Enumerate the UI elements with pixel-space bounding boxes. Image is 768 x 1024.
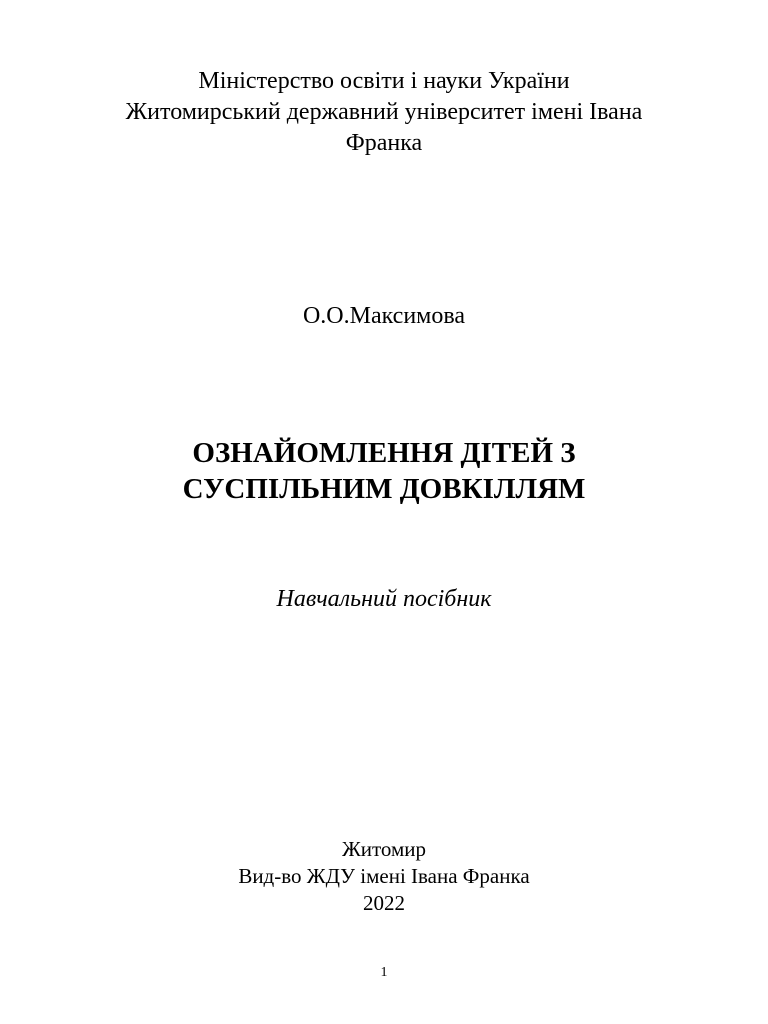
author-name: О.О.Максимова (302, 303, 466, 329)
book-title (0, 435, 768, 507)
book-title-line-1: ОЗНАЙОМЛЕННЯ ДІТЕЙ З (192, 437, 576, 469)
book-subtitle: Навчальний посібник (276, 586, 492, 612)
university-name-line-1: Житомирський державний університет імені Івана (125, 99, 643, 125)
imprint-publisher: Вид-во ЖДУ імені Івана Франка (238, 864, 530, 888)
publication-imprint (0, 836, 768, 917)
institution-header (0, 66, 768, 159)
book-title-line-2: СУСПІЛЬНИМ ДОВКІЛЛЯМ (182, 473, 586, 505)
imprint-year: 2022 (363, 891, 405, 915)
page-number: 1 (380, 965, 388, 980)
imprint-city: Житомир (341, 837, 427, 861)
ministry-name: Міністерство освіти і науки України (198, 68, 570, 94)
university-name-line-2: Франка (345, 130, 423, 156)
